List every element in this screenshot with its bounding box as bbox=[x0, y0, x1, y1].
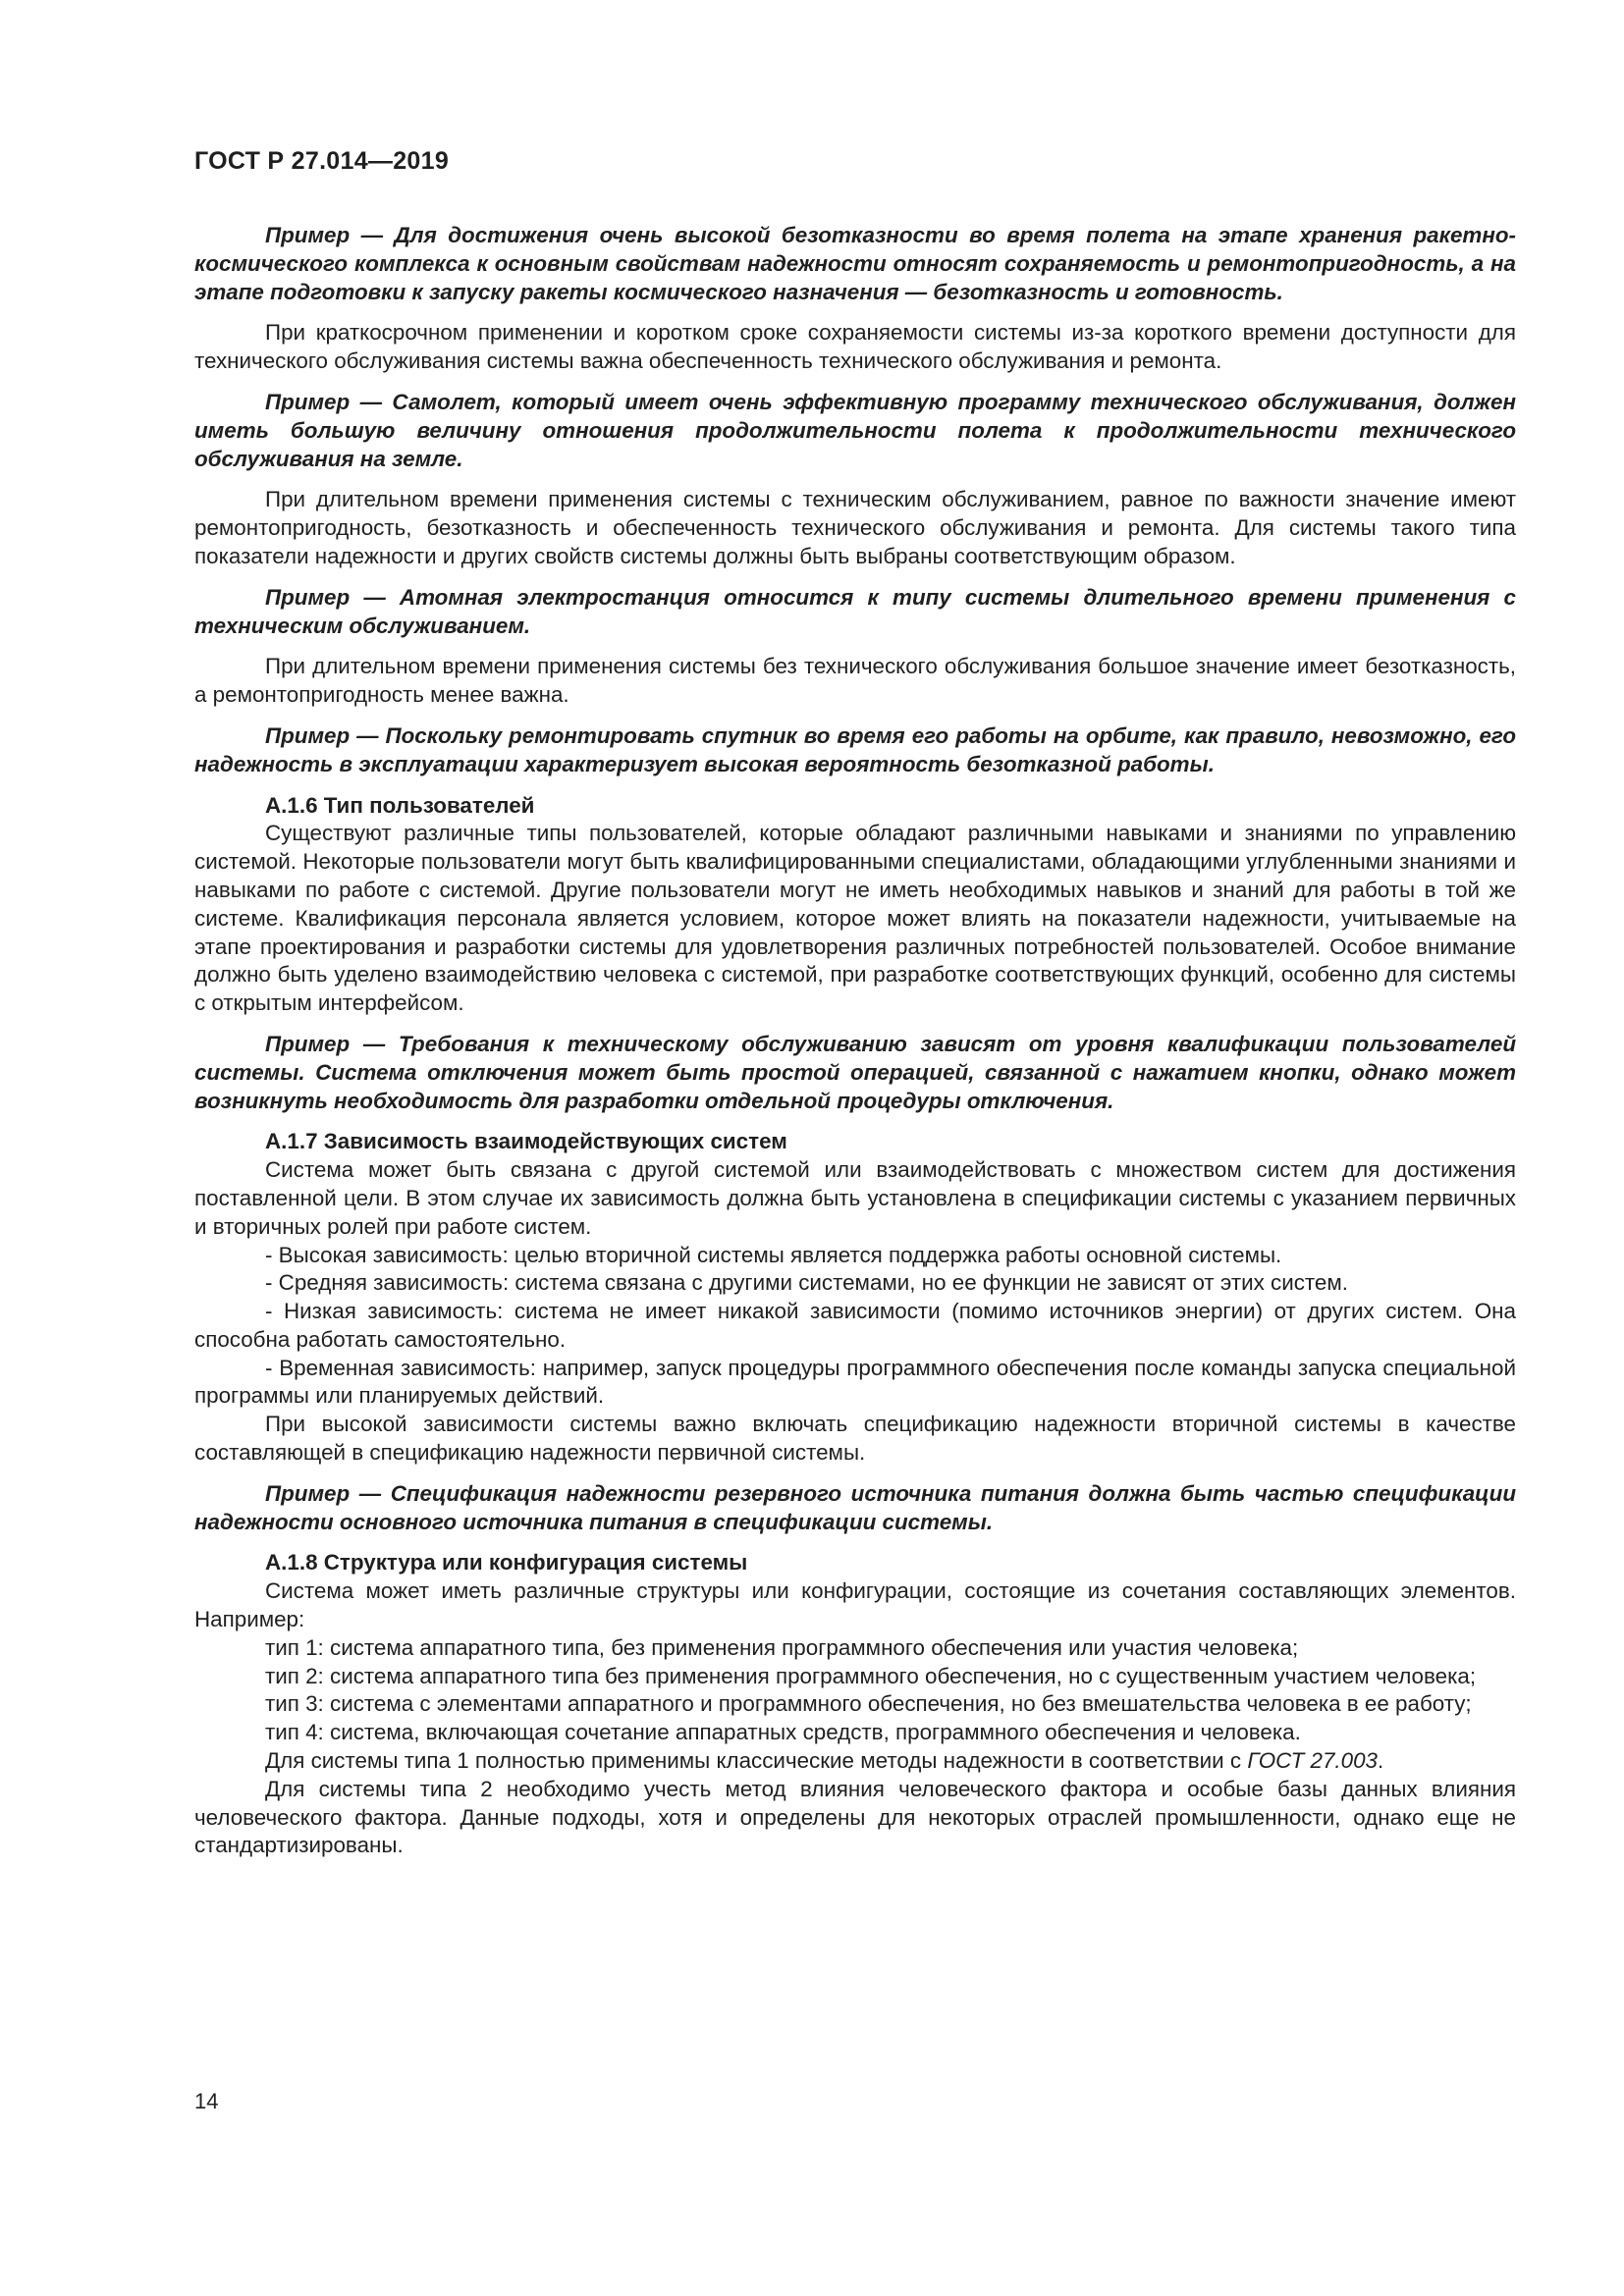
paragraph-type-1-methods bbox=[194, 1747, 1516, 1776]
list-item-low-dependence: - Низкая зависимость: система не имеет никакой зависимости (помимо источников энергии) от других систем. Она способна работать самостоятельно. bbox=[194, 1299, 1516, 1352]
example-note-3: Пример — Атомная электростанция относится к типу системы длительного времени применения с техническим обслуживанием. bbox=[194, 584, 1516, 638]
paragraph-short-term-use: При краткосрочном применении и коротком сроке сохраняемости системы из-за короткого времени доступности для технического обслуживания системы важна обеспеченность технического обслуживания и ремонта. bbox=[194, 320, 1516, 374]
example-note-2: Пример — Самолет, который имеет очень эффективную программу технического обслуживания, должен иметь большую величину отношения продолжительности полета к продолжительности технического обслуживания на земле. bbox=[194, 389, 1516, 471]
list-item-temporary-dependence: - Временная зависимость: например, запуск процедуры программного обеспечения после команды запуска специальной программы или планируемых действий. bbox=[194, 1355, 1516, 1409]
type-1-methods-end: . bbox=[1378, 1748, 1384, 1774]
paragraph-long-term-maintained: При длительном времени применения системы с техническим обслуживанием, равное по важности значение имеют ремонтопригодность, безотказность и обеспеченность технического обслуживания и ремонта. Для системы такого типа показатели надежности и других свойств системы должны быть выбраны соответствующим образом. bbox=[194, 487, 1516, 568]
page-number: 14 bbox=[194, 2089, 219, 2113]
paragraph-user-types: Существуют различные типы пользователей, которые обладают различными навыками и знаниями по управлению системой. Некоторые пользователи могут быть квалифицированными специалистами, обладающими углубленными знаниями и навыками по работе с системой. Другие пользователи могут не иметь необходимых навыков и знаний для работы в той же системе. Квалификация персонала является условием, которое может влиять на показатели надежности, учитываемые на этапе проектирования и разработки системы для удовлетворения различных потребностей пользователей. Особое внимание должно быть уделено взаимодействию человека с системой, при разработке соответствующих функций, особенно для системы с открытым интерфейсом. bbox=[194, 821, 1516, 1016]
example-note-6: Пример — Спецификация надежности резервного источника питания должна быть частью спецификации надежности основного источника питания в спецификации системы. bbox=[194, 1480, 1516, 1534]
document-body bbox=[194, 222, 1516, 1860]
standard-reference-link: ГОСТ 27.003 bbox=[1247, 1748, 1378, 1774]
paragraph-structure-intro: Система может иметь различные структуры или конфигурации, состоящие из сочетания составляющих элементов. Например: bbox=[194, 1578, 1516, 1632]
section-heading-a18: А.1.8 Структура или конфигурация системы bbox=[265, 1550, 748, 1575]
example-note-5: Пример — Требования к техническому обслуживанию зависят от уровня квалификации пользователей системы. Система отключения может быть простой операцией, связанной с нажатием кнопки, однако может возникнуть необходимость для разработки отдельной процедуры отключения. bbox=[194, 1031, 1516, 1113]
list-item-type-1: тип 1: система аппаратного типа, без применения программного обеспечения или участия человека; bbox=[265, 1634, 1299, 1660]
paragraph-high-dependence-spec: При высокой зависимости системы важно включать спецификацию надежности вторичной системы в качестве составляющей в спецификацию надежности первичной системы. bbox=[194, 1412, 1516, 1466]
list-item-type-3: тип 3: система с элементами аппаратного и программного обеспечения, но без вмешательства человека в ее работу; bbox=[265, 1691, 1472, 1717]
example-note-1: Пример — Для достижения очень высокой безотказности во время полета на этапе хранения ракетно-космического комплекса к основным свойствам надежности относят сохраняемость и ремонтопригодность, а на этапе подготовки к запуску ракеты космического назначения — безотказность и готовность. bbox=[194, 223, 1516, 304]
section-heading-a17: А.1.7 Зависимость взаимодействующих систем bbox=[265, 1129, 787, 1154]
paragraph-long-term-unmaintained: При длительном времени применения системы без технического обслуживания большое значение имеет безотказность, а ремонтопригодность менее важна. bbox=[194, 654, 1516, 708]
list-item-medium-dependence: - Средняя зависимость: система связана с другими системами, но ее функции не зависят от этих систем. bbox=[265, 1270, 1348, 1296]
list-item-type-4: тип 4: система, включающая сочетание аппаратных средств, программного обеспечения и человека. bbox=[265, 1720, 1301, 1745]
type-1-methods-text: Для системы типа 1 полностью применимы классические методы надежности в соответствии с bbox=[265, 1748, 1248, 1774]
list-item-type-2: тип 2: система аппаратного типа без применения программного обеспечения, но с существенным участием человека; bbox=[265, 1663, 1477, 1688]
section-heading-a16: А.1.6 Тип пользователей bbox=[265, 792, 535, 818]
standard-designation: ГОСТ Р 27.014—2019 bbox=[194, 147, 450, 175]
paragraph-system-dependence: Система может быть связана с другой системой или взаимодействовать с множеством систем для достижения поставленной цели. В этом случае их зависимость должна быть установлена в спецификации системы с указанием первичных и вторичных ролей при работе систем. bbox=[194, 1157, 1516, 1239]
paragraph-type-2-methods: Для системы типа 2 необходимо учесть метод влияния человеческого фактора и особые базы данных влияния человеческого фактора. Данные подходы, хотя и определены для некоторых отраслей промышленности, однако еще не стандартизированы. bbox=[194, 1776, 1516, 1858]
example-note-4: Пример — Поскольку ремонтировать спутник во время его работы на орбите, как правило, невозможно, его надежность в эксплуатации характеризует высокая вероятность безотказной работы. bbox=[194, 722, 1516, 776]
list-item-high-dependence: - Высокая зависимость: целью вторичной системы является поддержка работы основной системы. bbox=[265, 1242, 1282, 1267]
